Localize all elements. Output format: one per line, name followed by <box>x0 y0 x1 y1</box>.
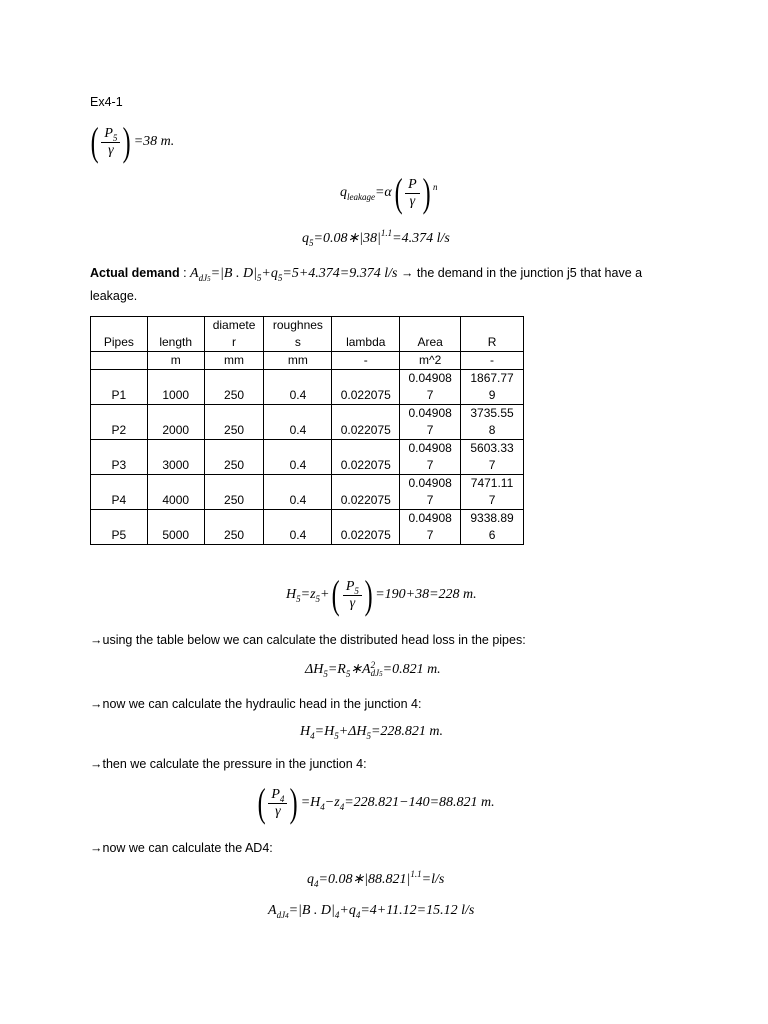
table-cell: 0.4 <box>264 440 332 475</box>
equation-pressure-5: ( $\frac{P_5}{\gamma}$ ) =38 m. <box>90 119 175 164</box>
table-cell: - <box>332 352 400 370</box>
table-cell: 3000 <box>147 440 204 475</box>
table-row <box>91 510 524 545</box>
equation-h5: $H_5=z_5+$( $\frac{P_5}{\gamma}$ ) =190+38=228 m. <box>286 572 477 617</box>
equation-p4: ( $\frac{P_4}{\gamma}$ ) $=H_4-z_4=228.821-140=88.821$ m. <box>257 780 495 825</box>
table-cell: 7471.11 7 <box>461 475 524 510</box>
actual-demand-line-2: leakage. <box>90 289 138 303</box>
table-cell: 0.4 <box>264 510 332 545</box>
table-cell: P1 <box>91 370 148 405</box>
table-cell: 9338.89 6 <box>461 510 524 545</box>
table-row <box>91 405 524 440</box>
table-cell: roughnes s <box>264 317 332 352</box>
table-cell: P2 <box>91 405 148 440</box>
table-cell: lambda <box>332 317 400 352</box>
table-cell: 250 <box>204 510 264 545</box>
table-cell: 0.022075 <box>332 475 400 510</box>
table-cell: 1000 <box>147 370 204 405</box>
table-cell: 0.04908 7 <box>400 475 461 510</box>
table-cell: 0.4 <box>264 405 332 440</box>
table-cell: 2000 <box>147 405 204 440</box>
table-cell: 250 <box>204 475 264 510</box>
table-cell: length <box>147 317 204 352</box>
table-header-row <box>91 317 524 352</box>
table-cell: 0.04908 7 <box>400 510 461 545</box>
table-cell: diamete r <box>204 317 264 352</box>
text-head-loss: →using the table below we can calculate the distributed head loss in the pipes: <box>90 633 526 647</box>
table-cell <box>91 352 148 370</box>
table-cell: Area <box>400 317 461 352</box>
table-cell: 0.4 <box>264 370 332 405</box>
table-cell: mm <box>204 352 264 370</box>
table-cell: mm <box>264 352 332 370</box>
table-cell: 0.022075 <box>332 405 400 440</box>
heading: Ex4-1 <box>90 95 123 109</box>
table-cell: P5 <box>91 510 148 545</box>
table-cell: 0.022075 <box>332 370 400 405</box>
table-row <box>91 440 524 475</box>
pipes-table <box>90 316 524 545</box>
table-cell: m^2 <box>400 352 461 370</box>
table-cell: 0.4 <box>264 475 332 510</box>
equation-delta-h5: $\Delta H_5=R_5∗A2$ dJ5=0.821 m. <box>305 660 441 679</box>
table-cell: 0.04908 7 <box>400 440 461 475</box>
table-units-row <box>91 352 524 370</box>
text-hydraulic-head: →now we can calculate the hydraulic head in the junction 4: <box>90 697 422 711</box>
table-cell: 250 <box>204 405 264 440</box>
table-cell: 250 <box>204 440 264 475</box>
table-cell: Pipes <box>91 317 148 352</box>
table-cell: P3 <box>91 440 148 475</box>
table-cell: 3735.55 8 <box>461 405 524 440</box>
table-cell: 4000 <box>147 475 204 510</box>
text-pressure-4: →then we calculate the pressure in the junction 4: <box>90 757 367 771</box>
table-cell: P4 <box>91 475 148 510</box>
text-ad4: →now we can calculate the AD4: <box>90 841 273 855</box>
table-row <box>91 370 524 405</box>
table-cell: 0.04908 7 <box>400 405 461 440</box>
table-cell: 0.04908 7 <box>400 370 461 405</box>
actual-demand-line: Actual demand : $A_{dJ5}=|B$ . $D|_5+q_5=5+4.374=9.374$ l/s → the demand in the junction j5 that have a <box>90 266 643 283</box>
equation-ad4: $A_{dJ4}=|B$ . $D|_4+q_4=4+11.12=15.12$ l/s <box>268 903 475 920</box>
table-cell: R <box>461 317 524 352</box>
table-cell: 0.022075 <box>332 510 400 545</box>
table-cell: 1867.77 9 <box>461 370 524 405</box>
table-row <box>91 475 524 510</box>
equation-h4: $H_4=H_5+\Delta H_5=228.821$ m. <box>300 724 444 741</box>
equation-leakage: $q_{leakage}=\alpha$( $\frac{P}{\gamma}$ ) $^n$ <box>340 170 438 215</box>
table-cell: m <box>147 352 204 370</box>
table-cell: 0.022075 <box>332 440 400 475</box>
table-cell: - <box>461 352 524 370</box>
table-cell: 250 <box>204 370 264 405</box>
equation-q4: $q_4=0.08∗|88.821|^{1.1}=l/s$ <box>307 869 445 889</box>
table-cell: 5000 <box>147 510 204 545</box>
equation-q5: $q_5=0.08∗|38|^{1.1}=4.374$ l/s <box>302 228 450 248</box>
table-cell: 5603.33 7 <box>461 440 524 475</box>
